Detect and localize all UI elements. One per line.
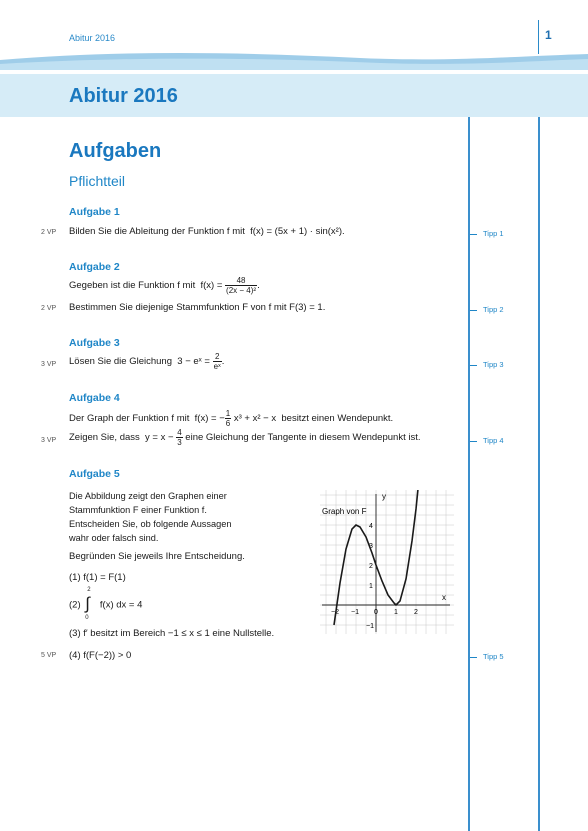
integral-sign — [83, 587, 97, 621]
task-4-title: Aufgabe 4 — [69, 392, 120, 404]
task-2-points: 2 VP — [41, 305, 57, 312]
task-3-text — [69, 352, 224, 371]
statement-2 — [69, 587, 143, 621]
task-2-fraction — [225, 276, 257, 295]
tipp-4-link[interactable] — [470, 436, 504, 445]
tipp-1-label: Tipp 1 — [483, 229, 504, 238]
y-tick-label: 2 — [369, 563, 373, 570]
tipp-2-link[interactable] — [470, 305, 504, 314]
header-wave — [0, 48, 588, 70]
y-tick-label: −1 — [366, 623, 374, 630]
tipp-2-label: Tipp 2 — [483, 305, 504, 314]
graph-ticks — [331, 523, 418, 630]
integral-symbol: ∫ — [85, 594, 90, 613]
task-5-intro-line: Die Abbildung zeigt den Graphen einer — [69, 491, 227, 501]
x-tick-label: −2 — [331, 609, 339, 616]
tipp-3-link[interactable] — [470, 360, 504, 369]
task-4-line-2 — [69, 428, 421, 447]
task-4-line1-suffix: besitzt einen Wendepunkt. — [281, 413, 394, 425]
margin-line-left — [468, 117, 470, 831]
tipp-1-link[interactable] — [470, 229, 504, 238]
task-5-intro-line: Stammfunktion F einer Funktion f. — [69, 505, 207, 515]
task-3-den: eˣ — [213, 362, 221, 371]
task-4-line2-suffix: eine Gleichung der Tangente in diesem Wendepunkt ist. — [185, 432, 421, 444]
task-3-points: 3 VP — [41, 361, 57, 368]
section-title: Aufgaben — [69, 140, 162, 162]
task-1-formula: f(x) = (5x + 1) · sin(x²). — [250, 226, 345, 237]
task-3-fraction — [213, 352, 222, 371]
subsection-title: Pflichtteil — [69, 173, 126, 189]
statement-1: (1) f(1) = F(1) — [69, 572, 126, 583]
task-3-lhs: 3 − eˣ = — [177, 356, 210, 368]
task-4-line1-lhs: f(x) = − — [194, 413, 225, 425]
task-2-intro — [69, 276, 260, 295]
task-4-line1-prefix: Der Graph der Funktion f mit — [69, 413, 190, 425]
y-axis-label: y — [382, 492, 386, 501]
task-4-line1-num: 1 — [225, 409, 231, 418]
task-5-justify: Begründen Sie jeweils Ihre Entscheidung. — [69, 551, 245, 562]
task-4-line1-fraction — [225, 409, 231, 428]
task-4-line1-den: 6 — [225, 419, 231, 428]
x-tick-label: 0 — [374, 609, 378, 616]
integral-lower: 0 — [85, 615, 89, 621]
task-3-end: . — [221, 356, 225, 368]
x-tick-label: −1 — [351, 609, 359, 616]
task-4-line1-rest: x³ + x² − x — [233, 413, 277, 425]
task-1-text — [69, 226, 345, 237]
task-3-prefix: Lösen Sie die Gleichung — [69, 356, 172, 368]
band-title: Abitur 2016 — [69, 85, 178, 107]
task-4-line-1 — [69, 409, 393, 428]
x-tick-label: 2 — [414, 609, 418, 616]
task-4-line2-num: 4 — [177, 428, 182, 437]
task-2-intro-text: Gegeben ist die Funktion f mit — [69, 280, 196, 292]
task-2-num: 48 — [225, 276, 257, 286]
task-5-title: Aufgabe 5 — [69, 468, 120, 480]
graph-of-F — [320, 490, 454, 634]
y-tick-label: 3 — [369, 543, 373, 550]
task-3-title: Aufgabe 3 — [69, 337, 120, 349]
graph-label: Graph von F — [322, 507, 367, 516]
page-number: 1 — [545, 28, 552, 42]
task-4-line2-fraction — [176, 428, 182, 447]
statement-2-label: (2) — [69, 599, 81, 611]
tipp-4-label: Tipp 4 — [483, 436, 504, 445]
task-1-prefix: Bilden Sie die Ableitung der Funktion f mit — [69, 226, 245, 237]
task-2-title: Aufgabe 2 — [69, 261, 120, 273]
task-2-lhs: f(x) = — [200, 280, 223, 292]
y-tick-label: 1 — [369, 583, 373, 590]
task-3-num: 2 — [213, 352, 222, 362]
task-5-intro — [69, 489, 231, 545]
task-4-points: 3 VP — [41, 437, 57, 444]
task-5-points: 5 VP — [41, 652, 57, 659]
y-tick-label: 4 — [369, 523, 373, 530]
task-5-intro-line: wahr oder falsch sind. — [69, 533, 159, 543]
integral-upper: 2 — [87, 587, 91, 593]
tipp-5-label: Tipp 5 — [483, 652, 504, 661]
task-4-line2-den: 3 — [177, 438, 182, 447]
header-label: Abitur 2016 — [69, 33, 116, 43]
task-2-den: (2x − 4)² — [226, 286, 257, 295]
x-axis-label: x — [442, 593, 446, 602]
task-5-intro-line: Entscheiden Sie, ob folgende Aussagen — [69, 519, 232, 529]
task-4-line2-prefix: Zeigen Sie, dass — [69, 432, 140, 444]
task-1-points: 2 VP — [41, 229, 57, 236]
task-4-line2-lhs: y = x − — [145, 432, 174, 444]
task-2-text: Bestimmen Sie diejenige Stammfunktion F von f mit F(3) = 1. — [69, 302, 326, 313]
statement-4: (4) f(F(−2)) > 0 — [69, 650, 132, 661]
task-2-end: . — [257, 280, 260, 292]
statement-3: (3) f′ besitzt im Bereich −1 ≤ x ≤ 1 eine Nullstelle. — [69, 628, 275, 639]
margin-line-right — [538, 117, 540, 831]
tipp-5-link[interactable] — [470, 652, 504, 661]
task-1-title: Aufgabe 1 — [69, 206, 120, 218]
x-tick-label: 1 — [394, 609, 398, 616]
tipp-3-label: Tipp 3 — [483, 360, 504, 369]
statement-2-body: f(x) dx = 4 — [99, 599, 143, 611]
